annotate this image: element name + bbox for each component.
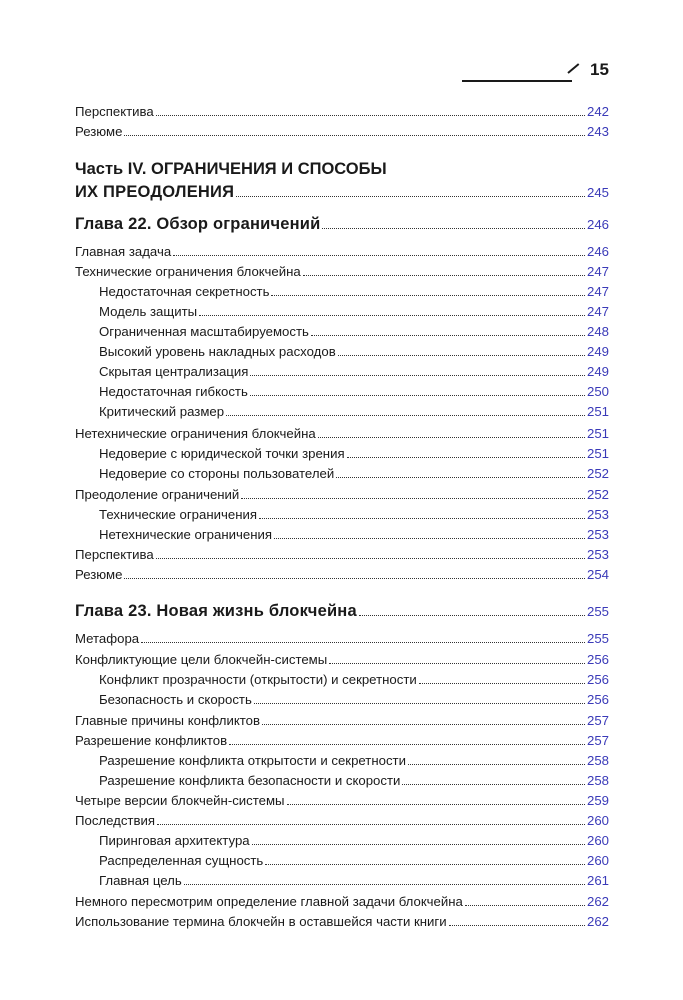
toc-entry-page[interactable]: 247: [586, 304, 609, 319]
toc-subentry[interactable]: [99, 304, 609, 320]
toc-subentry[interactable]: [99, 753, 609, 769]
header-rule-slant: [567, 63, 579, 74]
toc-entry-title: Недоверие со стороны пользователей: [99, 466, 335, 481]
toc-entry-title: Последствия: [75, 813, 155, 828]
toc-leader-dots: [402, 784, 585, 785]
toc-entry-page[interactable]: 255: [586, 631, 609, 646]
part-entry[interactable]: [75, 182, 609, 203]
toc-leader-dots: [259, 518, 585, 519]
toc-entry-title: Главная цель: [99, 873, 182, 888]
toc-entry[interactable]: [75, 914, 609, 930]
toc-subentry[interactable]: [99, 773, 609, 789]
toc-subentry[interactable]: [99, 404, 609, 420]
part-title-line1: Часть IV. ОГРАНИЧЕНИЯ И СПОСОБЫ: [75, 160, 387, 178]
toc-entry-title: Главные причины конфликтов: [75, 713, 261, 728]
toc-entry-page[interactable]: 252: [586, 487, 609, 502]
toc-entry[interactable]: [75, 104, 609, 120]
toc-entry-title: Метафора: [75, 631, 140, 646]
toc-entry-page[interactable]: 260: [586, 853, 609, 868]
toc-entry-page[interactable]: 251: [586, 446, 609, 461]
toc-entry[interactable]: [75, 426, 609, 442]
toc-entry-page[interactable]: 255: [586, 604, 609, 619]
toc-entry-title: Недостаточная гибкость: [99, 384, 248, 399]
toc-leader-dots: [449, 925, 585, 926]
toc-entry-title: Разрешение конфликта открытости и секретности: [99, 753, 406, 768]
toc-leader-dots: [141, 642, 585, 643]
toc-subentry[interactable]: [99, 527, 609, 543]
toc-subentry[interactable]: [99, 672, 609, 688]
toc-entry-title: Ограниченная масштабируемость: [99, 324, 309, 339]
toc-leader-dots: [124, 578, 585, 579]
toc-entry-title: Разрешение конфликта безопасности и скорости: [99, 773, 401, 788]
toc-entry-title: Перспектива: [75, 547, 154, 562]
toc-subentry[interactable]: [99, 873, 609, 889]
toc-subentry[interactable]: [99, 384, 609, 400]
toc-entry-title: Распределенная сущность: [99, 853, 264, 868]
toc-leader-dots: [271, 295, 585, 296]
toc-subentry[interactable]: [99, 324, 609, 340]
toc-entry-title: Перспектива: [75, 104, 154, 119]
toc-entry-page[interactable]: 246: [586, 217, 609, 232]
toc-entry-title: Нетехнические ограничения: [99, 527, 272, 542]
toc-entry-page[interactable]: 249: [586, 364, 609, 379]
toc-entry-title: Критический размер: [99, 404, 225, 419]
toc-entry-title: Использование термина блокчейн в оставшейся части книги: [75, 914, 447, 929]
toc-subentry[interactable]: [99, 853, 609, 869]
toc-subentry[interactable]: [99, 284, 609, 300]
toc-entry-page[interactable]: 262: [586, 894, 609, 909]
toc-leader-dots: [287, 804, 585, 805]
toc-entry-page[interactable]: 258: [586, 773, 609, 788]
toc-subentry[interactable]: [99, 446, 609, 462]
toc-leader-dots: [199, 315, 585, 316]
toc-leader-dots: [124, 135, 585, 136]
part-title-line2: ИХ ПРЕОДОЛЕНИЯ: [75, 183, 235, 201]
toc-leader-dots: [329, 663, 585, 664]
toc-subentry[interactable]: [99, 692, 609, 708]
toc-leader-dots: [226, 415, 585, 416]
toc-leader-dots: [254, 703, 585, 704]
toc-subentry[interactable]: [99, 364, 609, 380]
toc-entry-page[interactable]: 257: [586, 713, 609, 728]
toc-entry-page[interactable]: 260: [586, 813, 609, 828]
toc-leader-dots: [241, 498, 585, 499]
toc-entry-page[interactable]: 258: [586, 753, 609, 768]
toc-leader-dots: [173, 255, 585, 256]
toc-leader-dots: [408, 764, 585, 765]
toc-subentry[interactable]: [99, 466, 609, 482]
toc-entry-page[interactable]: 250: [586, 384, 609, 399]
toc-entry-page[interactable]: 253: [586, 507, 609, 522]
toc-entry-title: Высокий уровень накладных расходов: [99, 344, 336, 359]
toc-entry-title: Недостаточная секретность: [99, 284, 270, 299]
toc-entry[interactable]: [75, 567, 609, 583]
toc-entry[interactable]: [75, 487, 609, 503]
chapter-title: Глава 22. Обзор ограничений: [75, 215, 321, 233]
toc-entry-title: Резюме: [75, 567, 123, 582]
toc-leader-dots: [359, 615, 585, 616]
toc-entry-page[interactable]: 242: [586, 104, 609, 119]
toc-leader-dots: [250, 395, 585, 396]
toc-entry[interactable]: [75, 652, 609, 668]
toc-leader-dots: [262, 724, 585, 725]
toc-entry-page[interactable]: 253: [586, 527, 609, 542]
toc-entry-title: Пиринговая архитектура: [99, 833, 250, 848]
toc-leader-dots: [229, 744, 585, 745]
toc-entry-title: Разрешение конфликтов: [75, 733, 228, 748]
toc-entry-page[interactable]: 253: [586, 547, 609, 562]
toc-subentry[interactable]: [99, 344, 609, 360]
toc-leader-dots: [250, 375, 585, 376]
toc-subentry[interactable]: [99, 507, 609, 523]
toc-entry-title: Скрытая централизация: [99, 364, 249, 379]
toc-leader-dots: [157, 824, 585, 825]
toc-entry-page[interactable]: 260: [586, 833, 609, 848]
toc-entry-page[interactable]: 246: [586, 244, 609, 259]
toc-entry[interactable]: [75, 713, 609, 729]
toc-leader-dots: [303, 275, 585, 276]
toc-entry-page[interactable]: 251: [586, 404, 609, 419]
toc-entry-page[interactable]: 249: [586, 344, 609, 359]
toc-entry-page[interactable]: 256: [586, 672, 609, 687]
page-number: 15: [590, 60, 609, 79]
toc-entry[interactable]: [75, 894, 609, 910]
toc-leader-dots: [347, 457, 585, 458]
toc-leader-dots: [311, 335, 585, 336]
toc-entry-page[interactable]: 248: [586, 324, 609, 339]
toc-entry-title: Технические ограничения: [99, 507, 257, 522]
toc-leader-dots: [236, 196, 585, 197]
toc-entry-title: Главная задача: [75, 244, 172, 259]
toc-entry-title: Модель защиты: [99, 304, 198, 319]
toc-entry-title: Немного пересмотрим определение главной задачи блокчейна: [75, 894, 463, 909]
toc-entry-page[interactable]: 254: [586, 567, 609, 582]
toc-entry-title: Резюме: [75, 124, 123, 139]
toc-leader-dots: [252, 844, 585, 845]
toc-entry-title: Нетехнические ограничения блокчейна: [75, 426, 316, 441]
chapter-entry[interactable]: [75, 214, 609, 235]
header-rule: [462, 80, 572, 82]
toc-entry-title: Преодоление ограничений: [75, 487, 240, 502]
toc-entry[interactable]: [75, 547, 609, 563]
toc-entry-page[interactable]: 247: [586, 284, 609, 299]
toc-entry-title: Конфликт прозрачности (открытости) и секретности: [99, 672, 417, 687]
toc-entry[interactable]: [75, 244, 609, 260]
chapter-title: Глава 23. Новая жизнь блокчейна: [75, 602, 357, 620]
toc-entry-page[interactable]: 262: [586, 914, 609, 929]
toc-entry-page[interactable]: 257: [586, 733, 609, 748]
toc-entry-page[interactable]: 256: [586, 692, 609, 707]
toc-entry-page[interactable]: 251: [586, 426, 609, 441]
toc-entry[interactable]: [75, 733, 609, 749]
toc-entry-page[interactable]: 261: [586, 873, 609, 888]
toc-leader-dots: [322, 228, 585, 229]
toc-entry-title: Безопасность и скорость: [99, 692, 252, 707]
toc-entry-page[interactable]: 259: [586, 793, 609, 808]
toc-leader-dots: [265, 864, 585, 865]
toc-entry[interactable]: [75, 124, 609, 140]
toc-subentry[interactable]: [99, 833, 609, 849]
toc-entry-page[interactable]: 245: [586, 185, 609, 200]
toc-entry-title: Недоверие с юридической точки зрения: [99, 446, 345, 461]
toc-entry-page[interactable]: 247: [586, 264, 609, 279]
toc-leader-dots: [156, 115, 585, 116]
toc-leader-dots: [156, 558, 585, 559]
toc-entry-title: Конфликтующие цели блокчейн-системы: [75, 652, 328, 667]
toc-leader-dots: [419, 683, 585, 684]
toc-entry[interactable]: [75, 631, 609, 647]
toc-entry[interactable]: [75, 793, 609, 809]
toc-entry[interactable]: [75, 264, 609, 280]
toc-entry-page[interactable]: 256: [586, 652, 609, 667]
toc-leader-dots: [338, 355, 585, 356]
toc-entry-page[interactable]: 243: [586, 124, 609, 139]
toc-leader-dots: [336, 477, 585, 478]
toc-leader-dots: [274, 538, 585, 539]
toc-leader-dots: [465, 905, 585, 906]
chapter-entry[interactable]: [75, 601, 609, 622]
toc-entry-page[interactable]: 252: [586, 466, 609, 481]
toc-leader-dots: [318, 437, 585, 438]
toc-leader-dots: [184, 884, 585, 885]
toc-entry-title: Четыре версии блокчейн-системы: [75, 793, 285, 808]
toc-entry[interactable]: [75, 813, 609, 829]
toc-entry-title: Технические ограничения блокчейна: [75, 264, 301, 279]
